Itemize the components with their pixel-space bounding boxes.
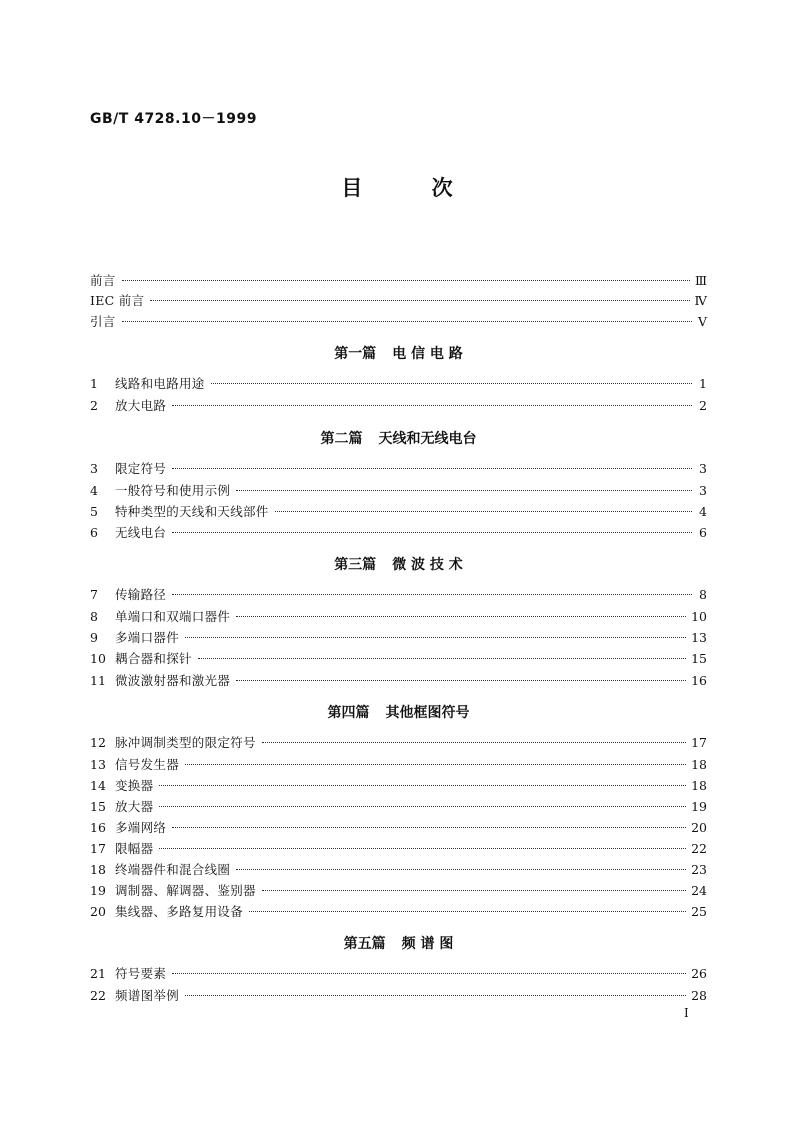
toc-entry-number: 11 <box>90 673 106 688</box>
toc-entry-page: 6 <box>699 525 707 540</box>
toc-title: 目 次 <box>341 176 453 200</box>
toc-entry-text: 调制器、解调器、鉴别器 <box>115 883 256 898</box>
toc-entry-page: Ⅳ <box>694 293 707 308</box>
toc-entry-page: Ⅴ <box>697 314 707 329</box>
dot-leader <box>198 658 686 659</box>
toc-entry[interactable] <box>90 985 707 1007</box>
dot-leader <box>172 827 686 828</box>
toc-entry-page: 25 <box>691 904 707 919</box>
toc-entry-number: 14 <box>90 778 106 793</box>
toc-entry-text: 脉冲调制类型的限定符号 <box>115 735 256 750</box>
part-number: 第三篇 <box>334 557 377 573</box>
toc-entry[interactable] <box>90 480 707 502</box>
toc-entry[interactable] <box>90 648 707 670</box>
toc-entry-text: 单端口和双端口器件 <box>115 609 231 624</box>
part-heading-5 <box>90 932 707 956</box>
toc-entry[interactable] <box>90 670 707 692</box>
toc-entry-text: 符号要素 <box>115 966 167 981</box>
toc-entry-text: 一般符号和使用示例 <box>115 483 231 498</box>
dot-leader <box>275 511 692 512</box>
toc-entry-page: 20 <box>691 820 707 835</box>
toc-entry-page: 3 <box>699 461 707 476</box>
dot-leader <box>159 806 686 807</box>
standard-number: GB/T 4728.10－1999 <box>90 111 257 127</box>
toc-entry-number: 21 <box>90 966 106 981</box>
part-number: 第一篇 <box>334 346 377 362</box>
toc-entry-iec-foreword[interactable] <box>90 290 707 312</box>
toc-entry-page: 16 <box>691 673 707 688</box>
toc-entry-page: 10 <box>691 609 707 624</box>
toc-entry-text: 放大器 <box>115 799 154 814</box>
dot-leader <box>172 973 686 974</box>
toc-entry-page: Ⅲ <box>694 273 707 288</box>
toc-entry[interactable] <box>90 373 707 395</box>
toc-entry-text: 多端口器件 <box>115 630 180 645</box>
part-number: 第四篇 <box>327 705 370 721</box>
toc-entry-page: 24 <box>691 883 707 898</box>
toc-entry[interactable] <box>90 963 707 985</box>
toc-entry-page: 23 <box>691 862 707 877</box>
dot-leader <box>122 280 690 281</box>
toc-entry-number: 22 <box>90 988 106 1003</box>
toc-entry-text: 前言 <box>90 273 116 288</box>
table-of-contents <box>90 0 707 1123</box>
toc-entry-text: 限幅器 <box>115 841 154 856</box>
toc-entry-page: 22 <box>691 841 707 856</box>
toc-entry[interactable] <box>90 395 707 417</box>
toc-entry-page: 18 <box>691 757 707 772</box>
toc-entry[interactable] <box>90 522 707 544</box>
toc-entry-page: 3 <box>699 483 707 498</box>
dot-leader <box>122 321 692 322</box>
dot-leader <box>211 383 692 384</box>
dot-leader <box>159 848 686 849</box>
toc-entry[interactable] <box>90 859 707 881</box>
toc-entry-text: 终端器件和混合线圈 <box>115 862 231 877</box>
part-number: 第二篇 <box>320 431 363 447</box>
toc-entry-page: 26 <box>691 966 707 981</box>
toc-entry[interactable] <box>90 627 707 649</box>
dot-leader <box>236 680 686 681</box>
toc-entry-page: 28 <box>691 988 707 1003</box>
toc-entry-page: 2 <box>699 398 707 413</box>
toc-entry-page: 8 <box>699 587 707 602</box>
toc-entry-number: 18 <box>90 862 106 877</box>
toc-entry-page: 1 <box>699 376 707 391</box>
part-heading-2 <box>90 427 707 451</box>
toc-entry[interactable] <box>90 880 707 902</box>
toc-entry-foreword[interactable] <box>90 270 707 292</box>
dot-leader <box>150 300 689 301</box>
toc-entry-page: 4 <box>699 504 707 519</box>
toc-entry-text: 信号发生器 <box>115 757 180 772</box>
toc-entry-text: 多端网络 <box>115 820 167 835</box>
toc-entry[interactable] <box>90 458 707 480</box>
toc-entry-text: 线路和电路用途 <box>115 376 205 391</box>
part-heading-4 <box>90 701 707 725</box>
toc-entry-number: 8 <box>90 609 98 624</box>
part-title: 频 谱 图 <box>401 936 454 952</box>
toc-entry-text: 频谱图举例 <box>115 988 180 1003</box>
toc-entry[interactable] <box>90 796 707 818</box>
dot-leader <box>185 995 686 996</box>
toc-entry-text: 无线电台 <box>115 525 167 540</box>
toc-entry-number: 13 <box>90 757 106 772</box>
toc-entry-text: 特种类型的天线和天线部件 <box>115 504 269 519</box>
toc-entry-page: 13 <box>691 630 707 645</box>
toc-entry[interactable] <box>90 501 707 523</box>
toc-entry-text: IEC 前言 <box>90 293 145 308</box>
toc-entry-number: 3 <box>90 461 98 476</box>
dot-leader <box>236 490 692 491</box>
dot-leader <box>172 405 692 406</box>
toc-entry-number: 4 <box>90 483 98 498</box>
dot-leader <box>185 764 686 765</box>
toc-entry-number: 15 <box>90 799 106 814</box>
part-title: 天线和无线电台 <box>378 431 477 447</box>
part-title: 微 波 技 术 <box>392 557 463 573</box>
page-number: Ⅰ <box>684 1006 689 1020</box>
toc-entry-number: 16 <box>90 820 106 835</box>
toc-entry-number: 2 <box>90 398 98 413</box>
toc-entry-text: 集线器、多路复用设备 <box>115 904 244 919</box>
dot-leader <box>185 637 686 638</box>
dot-leader <box>159 785 686 786</box>
toc-entry[interactable] <box>90 838 707 860</box>
part-title: 其他框图符号 <box>385 705 470 721</box>
toc-entry[interactable] <box>90 606 707 628</box>
toc-entry-text: 放大电路 <box>115 398 167 413</box>
toc-entry[interactable] <box>90 817 707 839</box>
dot-leader <box>249 911 686 912</box>
dot-leader <box>172 594 692 595</box>
dot-leader <box>262 742 686 743</box>
toc-entry-number: 7 <box>90 587 98 602</box>
toc-entry-page: 15 <box>691 651 707 666</box>
dot-leader <box>172 468 692 469</box>
toc-entry-number: 19 <box>90 883 106 898</box>
part-heading-3 <box>90 553 707 577</box>
dot-leader <box>172 532 692 533</box>
part-title: 电 信 电 路 <box>392 346 463 362</box>
part-number: 第五篇 <box>343 936 386 952</box>
toc-entry-number: 1 <box>90 376 98 391</box>
toc-entry-number: 12 <box>90 735 106 750</box>
toc-entry-text: 限定符号 <box>115 461 167 476</box>
toc-entry-text: 引言 <box>90 314 116 329</box>
toc-entry-text: 变换器 <box>115 778 154 793</box>
toc-entry-page: 19 <box>691 799 707 814</box>
toc-entry-number: 17 <box>90 841 106 856</box>
part-heading-1 <box>90 342 707 366</box>
toc-entry-number: 6 <box>90 525 98 540</box>
toc-entry-text: 耦合器和探针 <box>115 651 192 666</box>
toc-entry-number: 9 <box>90 630 98 645</box>
toc-entry[interactable] <box>90 901 707 923</box>
dot-leader <box>262 890 686 891</box>
dot-leader <box>236 616 686 617</box>
toc-entry-number: 20 <box>90 904 106 919</box>
toc-entry-page: 18 <box>691 778 707 793</box>
toc-entry[interactable] <box>90 754 707 776</box>
toc-entry-page: 17 <box>691 735 707 750</box>
toc-entry-number: 5 <box>90 504 98 519</box>
toc-entry[interactable] <box>90 584 707 606</box>
toc-entry-introduction[interactable] <box>90 311 707 333</box>
toc-entry-text: 微波激射器和激光器 <box>115 673 231 688</box>
toc-entry-text: 传输路径 <box>115 587 167 602</box>
toc-entry[interactable] <box>90 732 707 754</box>
toc-entry-number: 10 <box>90 651 106 666</box>
toc-entry[interactable] <box>90 775 707 797</box>
dot-leader <box>236 869 686 870</box>
